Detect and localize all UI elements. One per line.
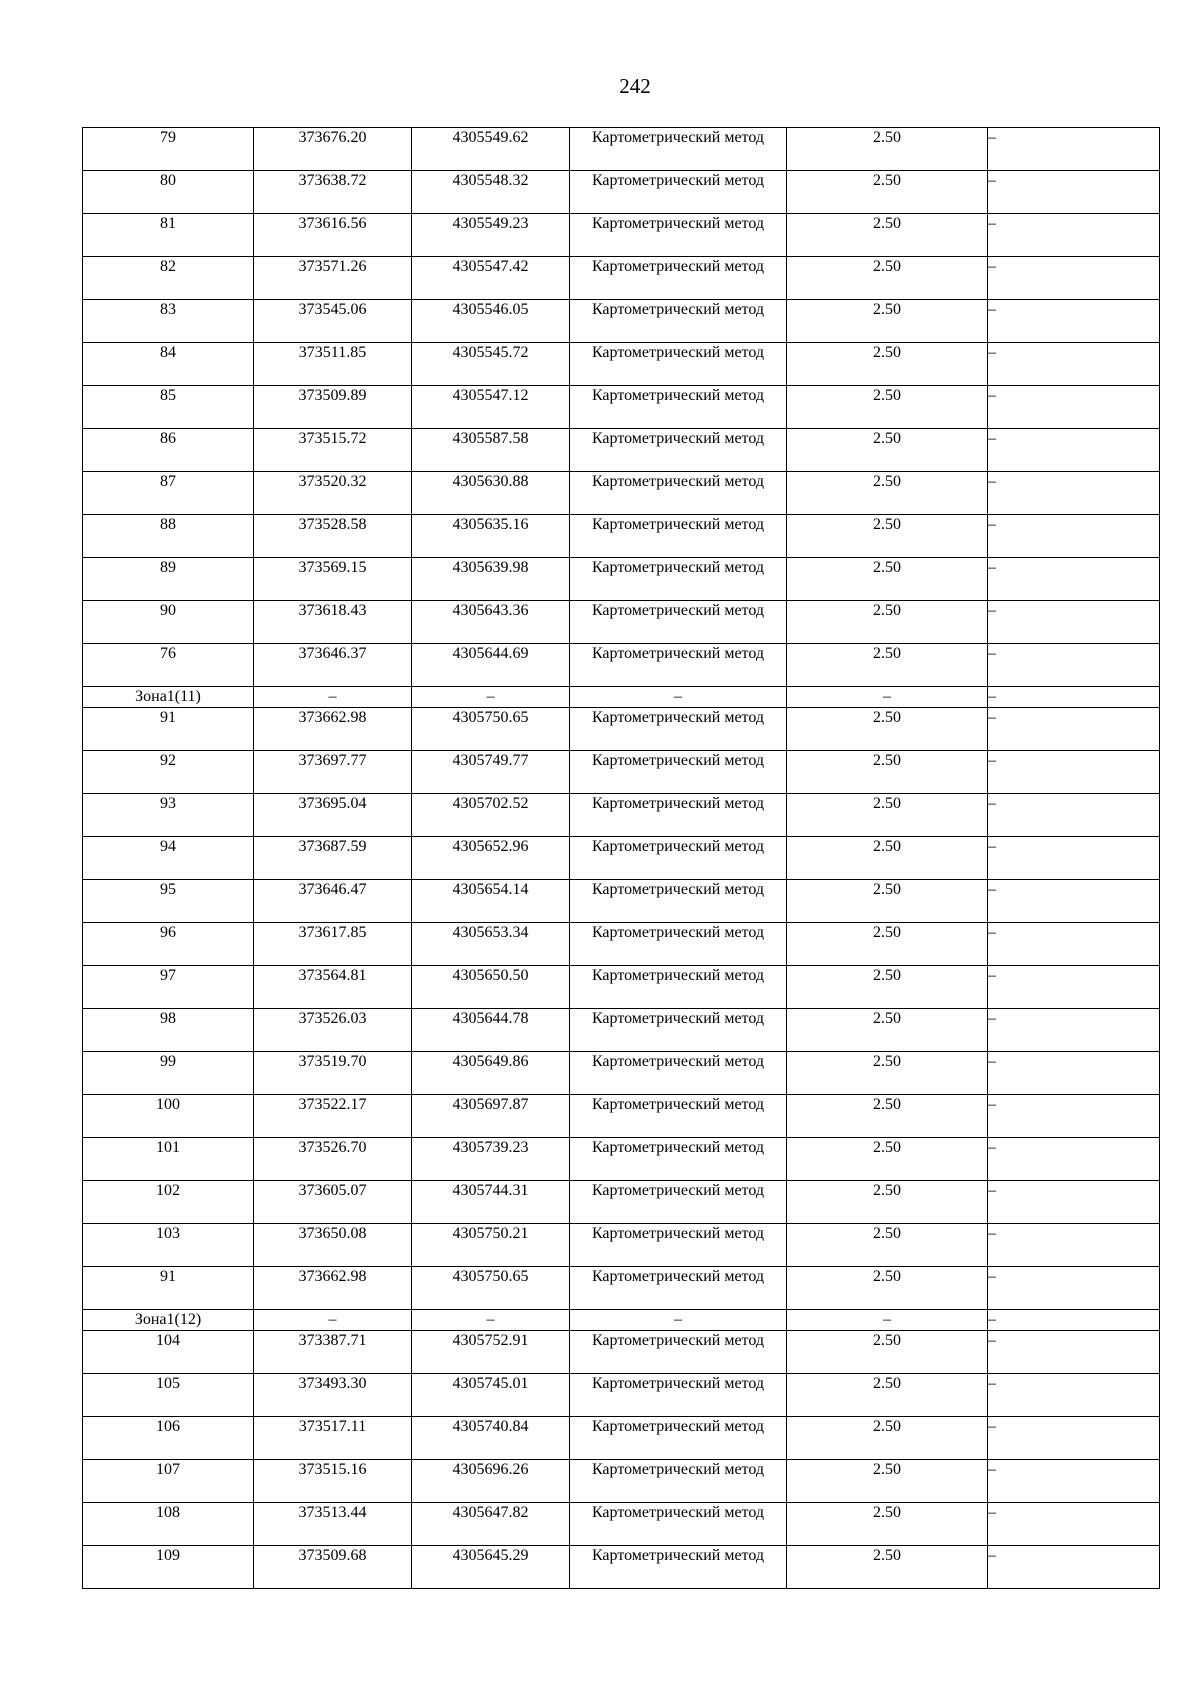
note-cell: – [988, 751, 1160, 794]
x-coordinate-cell: 373662.98 [254, 1267, 412, 1310]
method-cell: Картометрический метод [570, 300, 787, 343]
x-coordinate-cell: – [254, 687, 412, 708]
table-row [83, 1460, 1160, 1503]
y-coordinate-cell: 4305547.42 [412, 257, 570, 300]
y-coordinate-cell: 4305630.88 [412, 472, 570, 515]
accuracy-cell: 2.50 [787, 1417, 988, 1460]
method-cell: Картометрический метод [570, 1331, 787, 1374]
accuracy-cell: 2.50 [787, 1374, 988, 1417]
note-cell: – [988, 644, 1160, 687]
point-number-cell: 103 [83, 1224, 254, 1267]
y-coordinate-cell: 4305647.82 [412, 1503, 570, 1546]
note-cell: – [988, 1417, 1160, 1460]
accuracy-cell: 2.50 [787, 644, 988, 687]
accuracy-cell: 2.50 [787, 214, 988, 257]
accuracy-cell: 2.50 [787, 1331, 988, 1374]
x-coordinate-cell: 373617.85 [254, 923, 412, 966]
accuracy-cell: 2.50 [787, 257, 988, 300]
y-coordinate-cell: 4305549.23 [412, 214, 570, 257]
table-row [83, 1138, 1160, 1181]
y-coordinate-cell: – [412, 1310, 570, 1331]
accuracy-cell: 2.50 [787, 966, 988, 1009]
table-row [83, 1546, 1160, 1589]
x-coordinate-cell: 373520.32 [254, 472, 412, 515]
note-cell: – [988, 257, 1160, 300]
note-cell: – [988, 708, 1160, 751]
x-coordinate-cell: 373545.06 [254, 300, 412, 343]
note-cell: – [988, 1181, 1160, 1224]
note-cell: – [988, 1095, 1160, 1138]
y-coordinate-cell: 4305750.65 [412, 708, 570, 751]
method-cell: Картометрический метод [570, 794, 787, 837]
table-row [83, 214, 1160, 257]
accuracy-cell: 2.50 [787, 880, 988, 923]
method-cell: Картометрический метод [570, 128, 787, 171]
accuracy-cell: 2.50 [787, 1267, 988, 1310]
method-cell: Картометрический метод [570, 171, 787, 214]
point-number-cell: 104 [83, 1331, 254, 1374]
point-number-cell: 84 [83, 343, 254, 386]
table-row [83, 880, 1160, 923]
accuracy-cell: – [787, 1310, 988, 1331]
method-cell: Картометрический метод [570, 1095, 787, 1138]
y-coordinate-cell: 4305643.36 [412, 601, 570, 644]
note-cell: – [988, 300, 1160, 343]
accuracy-cell: 2.50 [787, 1052, 988, 1095]
page-number: 242 [619, 74, 651, 98]
method-cell: Картометрический метод [570, 601, 787, 644]
accuracy-cell: 2.50 [787, 1181, 988, 1224]
y-coordinate-cell: 4305740.84 [412, 1417, 570, 1460]
point-number-cell: 83 [83, 300, 254, 343]
method-cell: – [570, 1310, 787, 1331]
method-cell: Картометрический метод [570, 472, 787, 515]
point-number-cell: 96 [83, 923, 254, 966]
y-coordinate-cell: 4305644.69 [412, 644, 570, 687]
point-number-cell: 93 [83, 794, 254, 837]
table-row [83, 343, 1160, 386]
accuracy-cell: 2.50 [787, 1009, 988, 1052]
note-cell: – [988, 837, 1160, 880]
note-cell: – [988, 1138, 1160, 1181]
point-number-cell: 88 [83, 515, 254, 558]
point-number-cell: 86 [83, 429, 254, 472]
table-row [83, 515, 1160, 558]
method-cell: Картометрический метод [570, 1138, 787, 1181]
y-coordinate-cell: 4305644.78 [412, 1009, 570, 1052]
x-coordinate-cell: 373513.44 [254, 1503, 412, 1546]
accuracy-cell: 2.50 [787, 1460, 988, 1503]
y-coordinate-cell: 4305750.65 [412, 1267, 570, 1310]
table-row [83, 386, 1160, 429]
point-number-cell: 98 [83, 1009, 254, 1052]
accuracy-cell: 2.50 [787, 515, 988, 558]
x-coordinate-cell: 373526.70 [254, 1138, 412, 1181]
x-coordinate-cell: 373528.58 [254, 515, 412, 558]
note-cell: – [988, 214, 1160, 257]
note-cell: – [988, 1009, 1160, 1052]
note-cell: – [988, 1331, 1160, 1374]
accuracy-cell: – [787, 687, 988, 708]
table-row [83, 644, 1160, 687]
note-cell: – [988, 923, 1160, 966]
y-coordinate-cell: 4305548.32 [412, 171, 570, 214]
x-coordinate-cell: 373509.89 [254, 386, 412, 429]
point-number-cell: 85 [83, 386, 254, 429]
y-coordinate-cell: 4305654.14 [412, 880, 570, 923]
point-number-cell: 94 [83, 837, 254, 880]
x-coordinate-cell: 373511.85 [254, 343, 412, 386]
table-row [83, 708, 1160, 751]
table-row [83, 966, 1160, 1009]
point-number-cell: 80 [83, 171, 254, 214]
method-cell: Картометрический метод [570, 1052, 787, 1095]
accuracy-cell: 2.50 [787, 923, 988, 966]
y-coordinate-cell: 4305635.16 [412, 515, 570, 558]
method-cell: Картометрический метод [570, 1009, 787, 1052]
note-cell: – [988, 1460, 1160, 1503]
accuracy-cell: 2.50 [787, 300, 988, 343]
note-cell: – [988, 1503, 1160, 1546]
note-cell: – [988, 1374, 1160, 1417]
x-coordinate-cell: 373616.56 [254, 214, 412, 257]
table-row [83, 128, 1160, 171]
method-cell: Картометрический метод [570, 708, 787, 751]
method-cell: Картометрический метод [570, 1374, 787, 1417]
table-row [83, 1224, 1160, 1267]
accuracy-cell: 2.50 [787, 751, 988, 794]
y-coordinate-cell: 4305545.72 [412, 343, 570, 386]
table-row [83, 1503, 1160, 1546]
x-coordinate-cell: 373638.72 [254, 171, 412, 214]
table-row [83, 923, 1160, 966]
table-row [83, 1009, 1160, 1052]
accuracy-cell: 2.50 [787, 1503, 988, 1546]
method-cell: Картометрический метод [570, 1267, 787, 1310]
accuracy-cell: 2.50 [787, 837, 988, 880]
accuracy-cell: 2.50 [787, 171, 988, 214]
y-coordinate-cell: 4305750.21 [412, 1224, 570, 1267]
x-coordinate-cell: 373618.43 [254, 601, 412, 644]
table-row [83, 794, 1160, 837]
table-row [83, 1095, 1160, 1138]
accuracy-cell: 2.50 [787, 386, 988, 429]
note-cell: – [988, 128, 1160, 171]
y-coordinate-cell: 4305650.50 [412, 966, 570, 1009]
accuracy-cell: 2.50 [787, 1095, 988, 1138]
x-coordinate-cell: 373564.81 [254, 966, 412, 1009]
point-number-cell: 109 [83, 1546, 254, 1589]
note-cell: – [988, 558, 1160, 601]
table-row [83, 300, 1160, 343]
table-row [83, 1052, 1160, 1095]
point-number-cell: 87 [83, 472, 254, 515]
x-coordinate-cell: 373493.30 [254, 1374, 412, 1417]
accuracy-cell: 2.50 [787, 429, 988, 472]
note-cell: – [988, 1267, 1160, 1310]
table-row [83, 1417, 1160, 1460]
y-coordinate-cell: 4305549.62 [412, 128, 570, 171]
x-coordinate-cell: 373509.68 [254, 1546, 412, 1589]
x-coordinate-cell: 373662.98 [254, 708, 412, 751]
point-number-cell: Зона1(11) [83, 687, 254, 708]
note-cell: – [988, 472, 1160, 515]
note-cell: – [988, 343, 1160, 386]
method-cell: Картометрический метод [570, 429, 787, 472]
accuracy-cell: 2.50 [787, 128, 988, 171]
table-row [83, 1331, 1160, 1374]
accuracy-cell: 2.50 [787, 1224, 988, 1267]
note-cell: – [988, 1310, 1160, 1331]
method-cell: Картометрический метод [570, 1417, 787, 1460]
accuracy-cell: 2.50 [787, 601, 988, 644]
note-cell: – [988, 687, 1160, 708]
x-coordinate-cell: 373526.03 [254, 1009, 412, 1052]
point-number-cell: 91 [83, 708, 254, 751]
note-cell: – [988, 386, 1160, 429]
accuracy-cell: 2.50 [787, 708, 988, 751]
table-row [83, 472, 1160, 515]
method-cell: Картометрический метод [570, 214, 787, 257]
method-cell: – [570, 687, 787, 708]
x-coordinate-cell: 373517.11 [254, 1417, 412, 1460]
x-coordinate-cell: 373650.08 [254, 1224, 412, 1267]
x-coordinate-cell: 373695.04 [254, 794, 412, 837]
y-coordinate-cell: 4305653.34 [412, 923, 570, 966]
method-cell: Картометрический метод [570, 558, 787, 601]
y-coordinate-cell: 4305649.86 [412, 1052, 570, 1095]
y-coordinate-cell: 4305645.29 [412, 1546, 570, 1589]
point-number-cell: 89 [83, 558, 254, 601]
x-coordinate-cell: 373571.26 [254, 257, 412, 300]
y-coordinate-cell: – [412, 687, 570, 708]
method-cell: Картометрический метод [570, 880, 787, 923]
note-cell: – [988, 966, 1160, 1009]
point-number-cell: 102 [83, 1181, 254, 1224]
y-coordinate-cell: 4305696.26 [412, 1460, 570, 1503]
point-number-cell: 97 [83, 966, 254, 1009]
y-coordinate-cell: 4305752.91 [412, 1331, 570, 1374]
note-cell: – [988, 429, 1160, 472]
coordinates-table [82, 127, 1160, 1589]
x-coordinate-cell: 373522.17 [254, 1095, 412, 1138]
point-number-cell: 95 [83, 880, 254, 923]
zone-header-row [83, 1310, 1160, 1331]
point-number-cell: Зона1(12) [83, 1310, 254, 1331]
x-coordinate-cell: 373676.20 [254, 128, 412, 171]
point-number-cell: 82 [83, 257, 254, 300]
x-coordinate-cell: 373687.59 [254, 837, 412, 880]
accuracy-cell: 2.50 [787, 794, 988, 837]
x-coordinate-cell: 373515.72 [254, 429, 412, 472]
x-coordinate-cell: 373569.15 [254, 558, 412, 601]
accuracy-cell: 2.50 [787, 1138, 988, 1181]
point-number-cell: 101 [83, 1138, 254, 1181]
note-cell: – [988, 880, 1160, 923]
y-coordinate-cell: 4305702.52 [412, 794, 570, 837]
table-row [83, 429, 1160, 472]
point-number-cell: 107 [83, 1460, 254, 1503]
method-cell: Картометрический метод [570, 257, 787, 300]
point-number-cell: 92 [83, 751, 254, 794]
accuracy-cell: 2.50 [787, 472, 988, 515]
method-cell: Картометрический метод [570, 644, 787, 687]
method-cell: Картометрический метод [570, 837, 787, 880]
y-coordinate-cell: 4305652.96 [412, 837, 570, 880]
y-coordinate-cell: 4305547.12 [412, 386, 570, 429]
method-cell: Картометрический метод [570, 1224, 787, 1267]
method-cell: Картометрический метод [570, 966, 787, 1009]
x-coordinate-cell: 373697.77 [254, 751, 412, 794]
y-coordinate-cell: 4305697.87 [412, 1095, 570, 1138]
table-row [83, 1267, 1160, 1310]
note-cell: – [988, 171, 1160, 214]
x-coordinate-cell: 373646.37 [254, 644, 412, 687]
point-number-cell: 106 [83, 1417, 254, 1460]
method-cell: Картометрический метод [570, 386, 787, 429]
note-cell: – [988, 515, 1160, 558]
accuracy-cell: 2.50 [787, 343, 988, 386]
y-coordinate-cell: 4305639.98 [412, 558, 570, 601]
table-row [83, 837, 1160, 880]
x-coordinate-cell: 373605.07 [254, 1181, 412, 1224]
accuracy-cell: 2.50 [787, 558, 988, 601]
table-row [83, 601, 1160, 644]
note-cell: – [988, 1224, 1160, 1267]
note-cell: – [988, 1052, 1160, 1095]
y-coordinate-cell: 4305587.58 [412, 429, 570, 472]
table-row [83, 751, 1160, 794]
y-coordinate-cell: 4305546.05 [412, 300, 570, 343]
note-cell: – [988, 1546, 1160, 1589]
point-number-cell: 79 [83, 128, 254, 171]
point-number-cell: 91 [83, 1267, 254, 1310]
table-row [83, 558, 1160, 601]
coordinates-table-body [83, 128, 1160, 1589]
point-number-cell: 105 [83, 1374, 254, 1417]
method-cell: Картометрический метод [570, 923, 787, 966]
table-row [83, 1181, 1160, 1224]
accuracy-cell: 2.50 [787, 1546, 988, 1589]
point-number-cell: 99 [83, 1052, 254, 1095]
note-cell: – [988, 601, 1160, 644]
zone-header-row [83, 687, 1160, 708]
y-coordinate-cell: 4305749.77 [412, 751, 570, 794]
table-row [83, 171, 1160, 214]
note-cell: – [988, 794, 1160, 837]
point-number-cell: 108 [83, 1503, 254, 1546]
point-number-cell: 81 [83, 214, 254, 257]
x-coordinate-cell: 373646.47 [254, 880, 412, 923]
point-number-cell: 90 [83, 601, 254, 644]
point-number-cell: 76 [83, 644, 254, 687]
y-coordinate-cell: 4305745.01 [412, 1374, 570, 1417]
method-cell: Картометрический метод [570, 515, 787, 558]
method-cell: Картометрический метод [570, 1181, 787, 1224]
x-coordinate-cell: 373515.16 [254, 1460, 412, 1503]
x-coordinate-cell: 373519.70 [254, 1052, 412, 1095]
x-coordinate-cell: 373387.71 [254, 1331, 412, 1374]
method-cell: Картометрический метод [570, 1460, 787, 1503]
method-cell: Картометрический метод [570, 1546, 787, 1589]
table-row [83, 257, 1160, 300]
method-cell: Картометрический метод [570, 1503, 787, 1546]
x-coordinate-cell: – [254, 1310, 412, 1331]
table-row [83, 1374, 1160, 1417]
method-cell: Картометрический метод [570, 751, 787, 794]
method-cell: Картометрический метод [570, 343, 787, 386]
point-number-cell: 100 [83, 1095, 254, 1138]
y-coordinate-cell: 4305744.31 [412, 1181, 570, 1224]
y-coordinate-cell: 4305739.23 [412, 1138, 570, 1181]
